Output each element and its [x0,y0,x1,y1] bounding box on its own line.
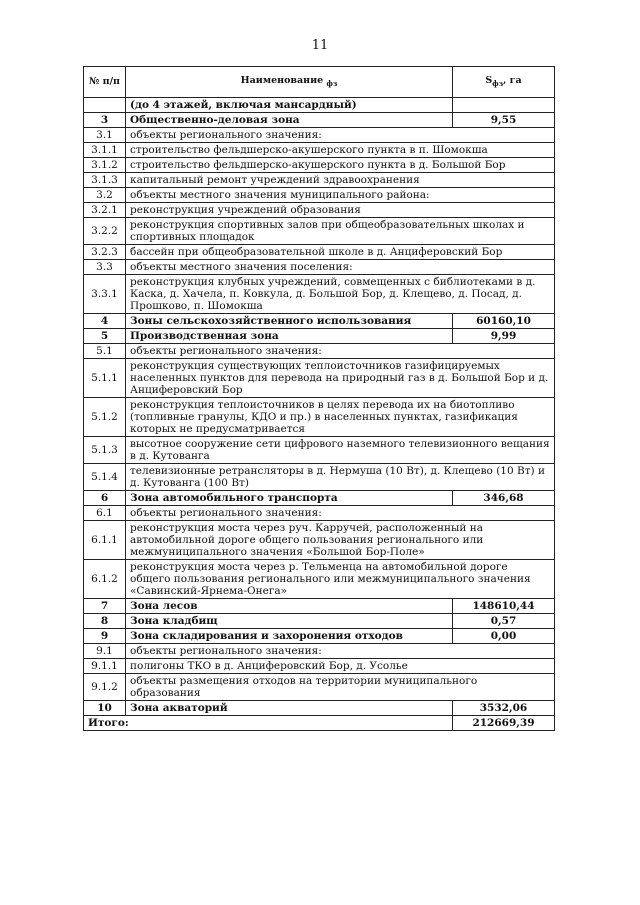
header-area-unit: , га [503,74,522,86]
table-row [84,398,555,437]
table-row [84,437,555,464]
row-name: Зоны сельскохозяйственного использования [126,314,453,329]
row-name: (до 4 этажей, включая мансардный) [126,98,453,113]
row-number: 5.1.3 [84,437,126,464]
row-area-value [453,98,555,113]
table-row [84,344,555,359]
row-name: телевизионные ретрансляторы в д. Нермуша (10 Вт), д. Клещево (10 Вт) и д. Кутованга (100 Вт) [126,464,555,491]
table-row [84,464,555,491]
table-row [84,143,555,158]
row-number: 5.1 [84,344,126,359]
table-body [84,98,555,716]
row-number: 4 [84,314,126,329]
table-row [84,521,555,560]
table-row [84,158,555,173]
table-row [84,599,555,614]
row-name: объекты регионального значения: [126,128,555,143]
total-label: Итого: [84,716,453,731]
header-num: № п/п [84,67,126,98]
row-area-value: 3532,06 [453,701,555,716]
row-name: Зона складирования и захоронения отходов [126,629,453,644]
table-header-row [84,67,555,98]
table-row [84,188,555,203]
row-name: объекты регионального значения: [126,344,555,359]
row-number: 3.2 [84,188,126,203]
total-value: 212669,39 [453,716,555,731]
table-row [84,275,555,314]
row-number: 6.1.2 [84,560,126,599]
table-row [84,260,555,275]
row-name: Производственная зона [126,329,453,344]
row-name: полигоны ТКО в д. Анциферовский Бор, д. Усолье [126,659,555,674]
row-number: 5.1.1 [84,359,126,398]
row-number: 3 [84,113,126,128]
row-name: реконструкция моста через р. Тельменца на автомобильной дороге общего пользования регионального или межмуниципального значения «Савинский-Ярнема-Онега» [126,560,555,599]
row-number: 8 [84,614,126,629]
header-area [453,67,555,98]
row-number: 3.3.1 [84,275,126,314]
table-row [84,245,555,260]
row-name: реконструкция существующих теплоисточников газифицируемых населенных пунктов для перевода на природный газ в д. Большой Бор и д. Анциферовский Бор [126,359,555,398]
row-area-value: 346,68 [453,491,555,506]
row-name: реконструкция теплоисточников в целях перевода их на биотопливо (топливные гранулы, КДО и пр.) в населенных пунктах, газификация которых не предусматривается [126,398,555,437]
table-row [84,173,555,188]
row-number: 3.2.1 [84,203,126,218]
table-row [84,491,555,506]
row-name: объекты местного значения поселения: [126,260,555,275]
table-row [84,506,555,521]
table-row [84,614,555,629]
row-name: реконструкция учреждений образования [126,203,555,218]
row-area-value: 60160,10 [453,314,555,329]
table-row [84,560,555,599]
row-name: бассейн при общеобразовательной школе в д. Анциферовский Бор [126,245,555,260]
row-number: 9.1.1 [84,659,126,674]
row-name: высотное сооружение сети цифрового наземного телевизионного вещания в д. Кутованга [126,437,555,464]
row-number: 3.1.1 [84,143,126,158]
row-name: объекты размещения отходов на территории муниципального образования [126,674,555,701]
header-area-subscript: фз [492,78,504,88]
table-row [84,98,555,113]
row-number: 5 [84,329,126,344]
row-name: Зона лесов [126,599,453,614]
table-row [84,629,555,644]
row-number: 3.1 [84,128,126,143]
table-row [84,644,555,659]
row-number: 6.1.1 [84,521,126,560]
row-name: объекты регионального значения: [126,644,555,659]
row-name: строительство фельдшерско-акушерского пункта в п. Шомокша [126,143,555,158]
row-number: 3.2.2 [84,218,126,245]
row-name: капитальный ремонт учреждений здравоохранения [126,173,555,188]
row-number: 9.1 [84,644,126,659]
total-row [84,716,555,731]
table-row [84,359,555,398]
row-number: 3.1.3 [84,173,126,188]
row-area-value: 9,55 [453,113,555,128]
row-number: 6 [84,491,126,506]
row-name: Зона кладбищ [126,614,453,629]
header-area-label: S [485,74,493,86]
row-number: 5.1.4 [84,464,126,491]
row-name: реконструкция моста через руч. Карручей, расположенный на автомобильной дороге общего пользования регионального или межмуниципального значения «Большой Бор-Поле» [126,521,555,560]
row-area-value: 9,99 [453,329,555,344]
table-row [84,203,555,218]
row-number: 5.1.2 [84,398,126,437]
row-name: объекты регионального значения: [126,506,555,521]
row-area-value: 0,57 [453,614,555,629]
table-row [84,329,555,344]
row-name: реконструкция спортивных залов при общеобразовательных школах и спортивных площадок [126,218,555,245]
row-number: 3.2.3 [84,245,126,260]
row-name: Зона автомобильного транспорта [126,491,453,506]
table-row [84,113,555,128]
table-row [84,128,555,143]
row-number: 7 [84,599,126,614]
row-number: 6.1 [84,506,126,521]
row-number: 3.3 [84,260,126,275]
table-row [84,674,555,701]
row-name: строительство фельдшерско-акушерского пункта в д. Большой Бор [126,158,555,173]
row-name: объекты местного значения муниципального района: [126,188,555,203]
table-row [84,218,555,245]
row-area-value: 0,00 [453,629,555,644]
row-area-value: 148610,44 [453,599,555,614]
table-row [84,314,555,329]
row-number: 10 [84,701,126,716]
zones-table [83,66,555,731]
header-name-subscript: фз [326,78,338,88]
row-number: 3.1.2 [84,158,126,173]
page-number: 11 [311,38,329,53]
header-name [126,67,453,98]
row-number [84,98,126,113]
row-name: реконструкция клубных учреждений, совмещенных с библиотеками в д. Каска, д. Хачела, п. Ковкула, д. Большой Бор, д. Клещево, д. Посад, д. Прошково, п. Шомокша [126,275,555,314]
table-row [84,659,555,674]
header-name-label: Наименование [240,74,324,86]
table-row [84,701,555,716]
row-number: 9.1.2 [84,674,126,701]
row-name: Общественно-деловая зона [126,113,453,128]
row-number: 9 [84,629,126,644]
row-name: Зона акваторий [126,701,453,716]
